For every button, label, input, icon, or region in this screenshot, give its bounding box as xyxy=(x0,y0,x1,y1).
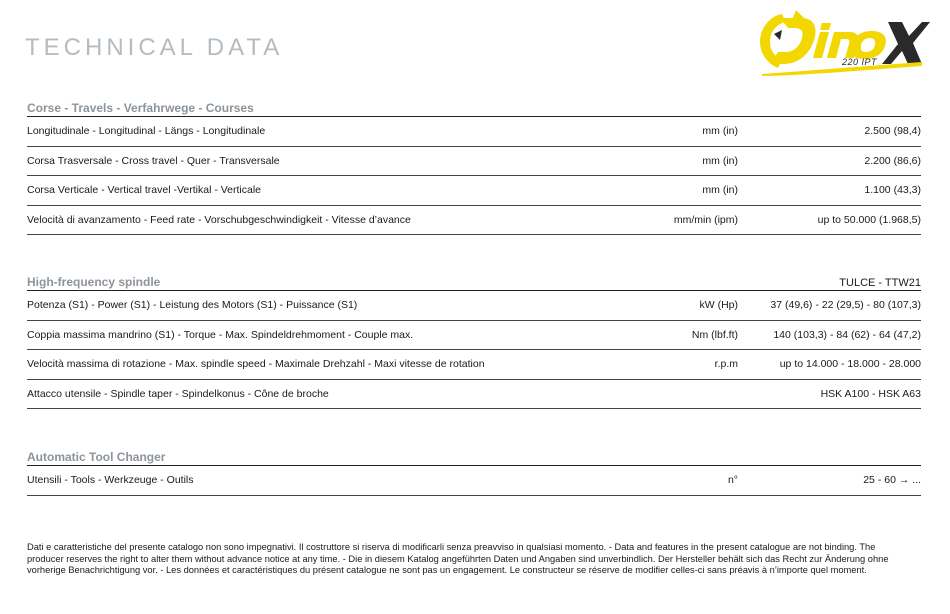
row-label: Utensili - Tools - Werkzeuge - Outils xyxy=(27,474,194,487)
section-extra: TULCE - TTW21 xyxy=(839,277,921,289)
row-value: 25 - 60 → ... xyxy=(863,474,921,487)
row-value: 1.100 (43,3) xyxy=(864,184,921,197)
table-row xyxy=(27,350,921,380)
row-label: Velocità di avanzamento - Feed rate - Vorschubgeschwindigkeit - Vitesse d’avance xyxy=(27,213,411,226)
table-row xyxy=(27,206,921,236)
row-value: 2.500 (98,4) xyxy=(864,125,921,138)
row-value: up to 14.000 - 18.000 - 28.000 xyxy=(779,358,921,371)
page-title: TECHNICAL DATA xyxy=(25,34,284,61)
row-label: Corsa Trasversale - Cross travel - Quer - Transversale xyxy=(27,154,280,167)
section-title: Automatic Tool Changer xyxy=(27,450,166,464)
row-unit: mm (in) xyxy=(702,125,738,138)
row-unit: mm (in) xyxy=(702,154,738,167)
table-row xyxy=(27,176,921,206)
section-title: High-frequency spindle xyxy=(27,275,161,289)
row-unit: Nm (lbf.ft) xyxy=(691,328,738,341)
row-unit: r.p.m xyxy=(714,358,738,371)
row-value: up to 50.000 (1.968,5) xyxy=(817,213,921,226)
disclaimer: Dati e caratteristiche del presente catalogo non sono impegnativi. Il costruttore si riserva di modificarli senza preavviso in qualsiasi momento. - Data and features in the present catalogue are not binding. The producer reserves the right to alter them without advance notice at any time. - Die in diesem Katalog angeführten Daten und Angaben sind unverbindlich. Der Hersteller behält sich das Recht zur Änderung ohne vorherige Benachrichtigung vor. - Les données et caractéristiques du présent catalogue ne sont pas un engagement. Le constructeur se réserve de modifier celles-ci sans préavis à n’importe quel moment. xyxy=(27,542,889,575)
row-value: 37 (49,6) - 22 (29,5) - 80 (107,3) xyxy=(770,299,921,312)
row-label: Velocità massima di rotazione - Max. spindle speed - Maximale Drehzahl - Maxi vitesse de rotation xyxy=(27,358,485,371)
row-label: Coppia massima mandrino (S1) - Torque - Max. Spindeldrehmoment - Couple max. xyxy=(27,328,414,341)
row-label: Corsa Verticale - Vertical travel -Vertikal - Verticale xyxy=(27,184,262,197)
table-row xyxy=(27,466,921,496)
table-row xyxy=(27,117,921,147)
row-label: Longitudinale - Longitudinal - Längs - Longitudinale xyxy=(27,125,266,138)
row-value: 140 (103,3) - 84 (62) - 64 (47,2) xyxy=(773,328,921,341)
section-header xyxy=(27,446,921,466)
dinox-logo xyxy=(752,6,932,80)
row-unit: kW (Hp) xyxy=(699,299,738,312)
section-header xyxy=(27,97,921,117)
row-unit: mm (in) xyxy=(702,184,738,197)
row-unit: mm/min (ipm) xyxy=(673,213,738,226)
section-travels xyxy=(27,97,921,235)
row-label: Attacco utensile - Spindle taper - Spindelkonus - Cône de broche xyxy=(27,387,329,400)
row-value: HSK A100 - HSK A63 xyxy=(820,387,921,400)
section-header xyxy=(27,271,921,291)
row-unit: n° xyxy=(727,474,738,487)
table-row xyxy=(27,321,921,351)
row-value: 2.200 (86,6) xyxy=(864,154,921,167)
section-spindle xyxy=(27,271,921,409)
section-tool-changer xyxy=(27,446,921,496)
table-row xyxy=(27,380,921,410)
table-row xyxy=(27,291,921,321)
section-title: Corse - Travels - Verfahrwege - Courses xyxy=(27,101,254,115)
logo-subtext: 220 IPT xyxy=(842,57,878,67)
table-row xyxy=(27,147,921,177)
row-label: Potenza (S1) - Power (S1) - Leistung des Motors (S1) - Puissance (S1) xyxy=(27,299,358,312)
